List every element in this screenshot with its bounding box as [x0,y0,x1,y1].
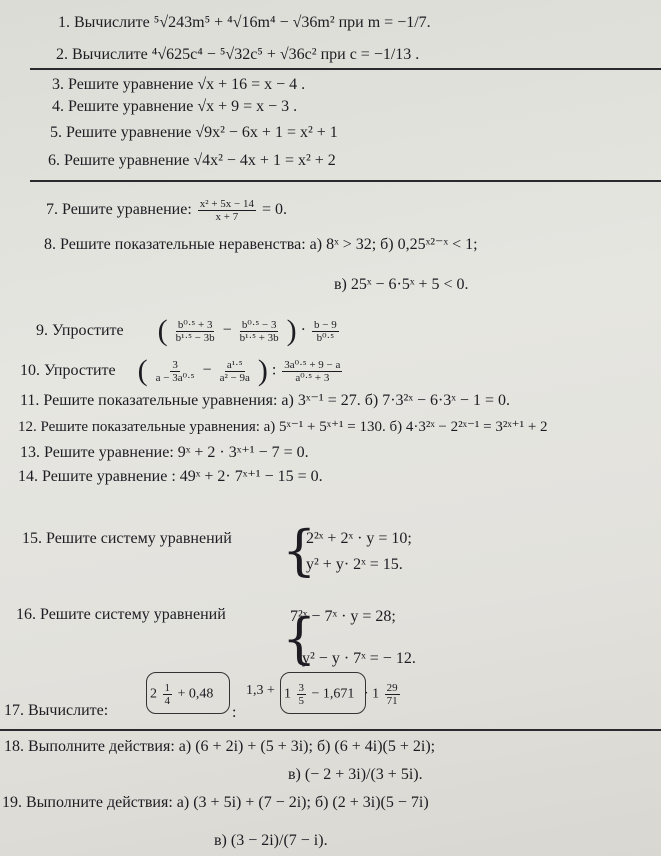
problem-8: 8. Решите показательные неравенства: а) 8ˣ > 32; б) 0,25ˣ²⁻ˣ < 1; [44,236,478,253]
problem-10 [20,356,344,386]
problem-17-term-4 [364,682,402,707]
problem-10-colon: : [271,361,277,379]
problem-9-right-paren: ) [286,314,297,347]
problem-17-term-3-rest: − 1,671 [311,686,355,702]
problem-18: 18. Выполните действия: а) (6 + 2i) + (5 + 3i); б) (6 + 4i)(5 + 2i); [4,738,436,755]
problem-11: 11. Решите показательные уравнения: а) 3ˣ⁻¹ = 27. б) 7·3²ˣ − 6·3ˣ − 1 = 0. [20,392,510,409]
problem-13: 13. Решите уравнение: 9ˣ + 2 · 3ˣ⁺¹ − 7 = 0. [20,444,309,461]
problem-17-term-1-whole: 2 [150,686,157,702]
problem-10-label: 10. Упростите [20,361,116,379]
problem-9-left-paren: ( [157,314,168,347]
problem-17-label: 17. Вычислите: [4,702,109,719]
problem-9-fraction-3-den: b⁰·⁵ [316,331,335,344]
problem-7-label: 7. Решите уравнение: [46,201,192,219]
problem-9-fraction-3 [312,319,339,344]
problem-10-right-paren: ) [257,354,268,387]
separator-line-2 [30,180,661,182]
problem-7-rhs: = 0. [261,201,288,219]
problem-15-brace: { [282,519,317,582]
problem-19-part-c: в) (3 − 2i)/(7 − i). [214,832,328,849]
problem-15-equation-1: 2²ˣ + 2ˣ · y = 10; [306,530,412,547]
separator-line-3 [0,729,661,731]
problem-9-fraction-3-num: b − 9 [314,318,337,331]
problem-7-fraction [198,198,256,223]
problem-10-fraction-3-den: a⁰·⁵ + 3 [295,371,330,384]
problem-4: 4. Решите уравнение √x + 9 = x − 3 . [52,98,298,115]
problem-17-term-4-den: 71 [386,695,398,707]
problem-7 [46,198,287,223]
problem-17-term-1 [150,682,213,707]
problem-15-label: 15. Решите систему уравнений [22,530,232,547]
problem-7-numerator: x² + 5x − 14 [199,198,254,210]
problem-2: 2. Вычислите ⁴√625c⁴ − ⁵√32c⁵ + √36c² при c = −1/13 . [56,46,420,63]
problem-10-fraction-3 [282,359,342,384]
problem-10-left-paren: ( [137,354,148,387]
problem-10-fraction-2-den: a² − 9a [219,371,250,384]
problem-12: 12. Решите показательные уравнения: а) 5ˣ⁻¹ + 5ˣ⁺¹ = 130. б) 4·3²ˣ − 2²ˣ⁻¹ = 3²ˣ⁺¹ + 2 [18,419,548,435]
problem-16-label: 16. Решите систему уравнений [16,606,226,623]
problem-15-equation-2: y² + y· 2ˣ = 15. [306,556,403,573]
problem-9-fraction-2-num: b⁰·⁵ − 3 [241,318,277,331]
problem-17-colon: : [232,704,237,721]
problem-3: 3. Решите уравнение √x + 16 = x − 4 . [52,76,306,93]
problem-7-denominator: x + 7 [215,211,239,223]
problem-17-term-4-fraction [385,682,400,707]
problem-5: 5. Решите уравнение √9x² − 6x + 1 = x² + 1 [50,124,338,141]
problem-10-fraction-2-num: a¹·⁵ [226,358,243,371]
problem-14: 14. Решите уравнение : 49ˣ + 2· 7ˣ⁺¹ − 15 = 0. [18,468,323,485]
problem-9 [36,316,341,346]
problem-9-fraction-1-den: b¹·⁵ − 3b [175,331,215,344]
problem-1: 1. Вычислите ⁵√243m⁵ + ⁴√16m⁴ − √36m² при m = −1/7. [58,14,431,31]
problem-17-term-3-fraction [297,682,307,707]
separator-line-1 [30,68,661,70]
problem-9-fraction-1 [174,319,217,344]
problem-10-fraction-1-den: a − 3a⁰·⁵ [155,371,195,384]
problem-9-minus: − [222,321,232,339]
problem-16-equation-2: y² − y · 7ˣ = − 12. [302,650,416,667]
problem-16-equation-1: 7²ˣ − 7ˣ · y = 28; [290,608,396,625]
problem-10-minus: − [202,361,212,379]
problem-17-term-3-den: 5 [298,695,304,707]
problem-19: 19. Выполните действия: а) (3 + 5i) + (7 − 2i); б) (2 + 3i)(5 − 7i) [2,794,429,811]
problem-17-term-2: 1,3 + [246,683,275,698]
problem-17-term-3-num: 3 [298,682,304,694]
problem-9-dot: · [300,321,306,339]
problem-17-term-4-num: 29 [386,682,398,694]
problem-9-label: 9. Упростите [36,321,124,339]
problem-17-term-3 [284,682,354,707]
problem-10-fraction-2 [218,359,252,384]
problem-10-fraction-1-num: 3 [172,358,178,371]
problem-17-term-1-num: 1 [164,682,170,694]
problem-17-term-1-rest: + 0,48 [177,686,214,702]
problem-9-fraction-2-den: b¹·⁵ + 3b [239,331,279,344]
problem-18-part-c: в) (− 2 + 3i)/(3 + 5i). [288,766,423,783]
problem-6: 6. Решите уравнение √4x² − 4x + 1 = x² + 2 [48,152,336,169]
problem-8-part-c: в) 25ˣ − 6·5ˣ + 5 < 0. [334,276,469,293]
problem-17-term-3-whole: 1 [284,686,291,702]
problem-10-fraction-3-num: 3a⁰·⁵ + 9 − a [284,358,341,371]
problem-17-term-4-whole: · 1 [364,686,380,702]
problem-17-term-1-den: 4 [164,695,170,707]
problem-16-brace: { [282,607,317,670]
problem-10-fraction-1 [154,359,197,384]
problem-17-term-1-fraction [163,682,173,707]
problem-9-fraction-1-num: b⁰·⁵ + 3 [177,318,213,331]
problem-9-fraction-2 [238,319,281,344]
